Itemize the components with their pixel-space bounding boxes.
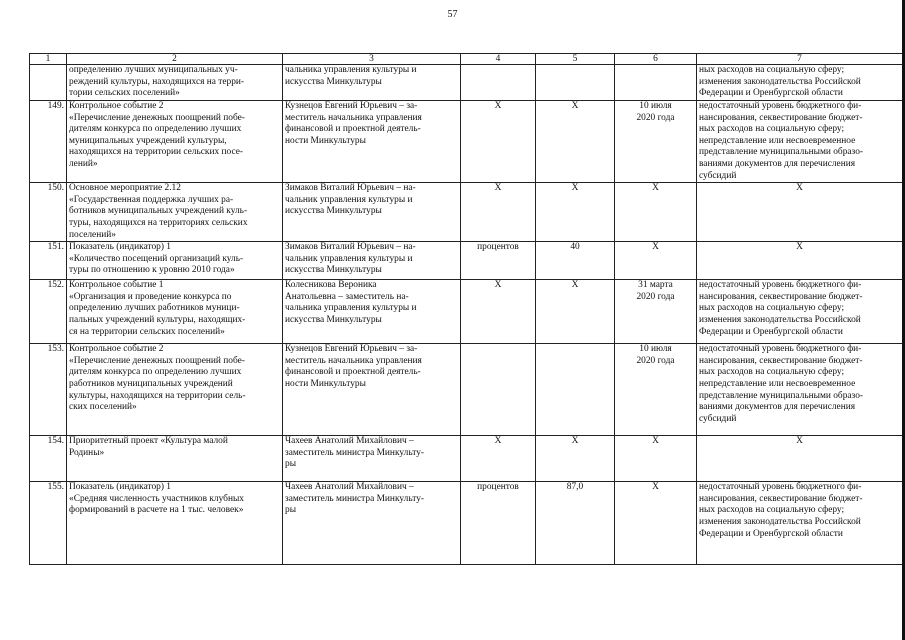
- column-number-row: [30, 54, 903, 65]
- responsible-cell-line: чальника управления культуры и: [285, 303, 417, 314]
- date-cell-line: 10 июля: [639, 101, 672, 111]
- date-cell-line: 10 июля: [639, 344, 672, 355]
- risk-cell: [697, 101, 903, 183]
- responsible-cell-line: Кузнецов Евгений Юрьевич – за-: [285, 101, 418, 111]
- unit-cell: [461, 65, 536, 101]
- table-row: [30, 101, 903, 183]
- risk-cell-line: нансирования, секвестирование бюджет-: [699, 493, 863, 504]
- event-cell-line: ся на территории сельских поселений»: [69, 326, 225, 337]
- responsible-cell-line: Кузнецов Евгений Юрьевич – за-: [285, 344, 418, 355]
- row-number-cell: 153.: [30, 344, 67, 436]
- responsible-cell-line: искусства Минкультуры: [285, 314, 382, 325]
- date-cell-line: Х: [652, 242, 659, 253]
- risk-cell-line: Х: [796, 436, 803, 447]
- event-cell-line: Показатель (индикатор) 1: [69, 242, 171, 253]
- risk-cell-line: субсидий: [699, 413, 737, 424]
- risk-cell-line: ваниями документов для перечисления: [699, 402, 856, 413]
- risk-cell-line: ных расходов на социальную сферу;: [699, 65, 845, 75]
- risk-cell-line: недостаточный уровень бюджетного фи-: [699, 482, 862, 493]
- responsible-cell-line: Чахеев Анатолий Михайлович –: [285, 482, 414, 493]
- responsible-cell-line: Анатольевна – заместитель на-: [285, 291, 409, 302]
- row-number-cell: 149.: [30, 101, 67, 183]
- column-number: 4: [461, 54, 536, 65]
- event-cell-line: туры, находящихся на территориях сельских: [69, 217, 248, 228]
- event-cell-line: муниципальных учреждений культуры,: [69, 135, 227, 146]
- responsible-cell-line: чальника управления культуры и: [285, 65, 417, 75]
- risk-cell-line: ных расходов на социальную сферу;: [699, 303, 845, 314]
- event-cell-line: дителям конкурса по определению лучших: [69, 124, 242, 135]
- risk-cell-line: Х: [796, 183, 803, 194]
- responsible-cell: [283, 183, 461, 242]
- risk-cell-line: ных расходов на социальную сферу;: [699, 367, 845, 378]
- responsible-cell-line: искусства Минкультуры: [285, 76, 382, 87]
- risk-cell-line: изменения законодательства Российской: [699, 516, 861, 527]
- risk-cell: [697, 436, 903, 482]
- risk-cell-line: ных расходов на социальную сферу;: [699, 505, 845, 516]
- responsible-cell-line: Колесникова Вероника: [285, 280, 377, 291]
- responsible-cell-line: Зимаков Виталий Юрьевич – на-: [285, 183, 416, 194]
- column-number: 3: [283, 54, 461, 65]
- event-cell: [67, 242, 283, 280]
- responsible-cell: [283, 65, 461, 101]
- table-body: [30, 54, 903, 565]
- date-cell: [615, 482, 697, 565]
- event-cell-line: культуры, находящихся на территории сель-: [69, 390, 246, 401]
- date-cell-line: 2020 года: [636, 291, 675, 302]
- column-number: 5: [536, 54, 615, 65]
- value-cell: Х: [536, 101, 615, 183]
- responsible-cell-line: Зимаков Виталий Юрьевич – на-: [285, 242, 416, 253]
- unit-cell: Х: [461, 436, 536, 482]
- date-cell-line: 2020 года: [636, 112, 675, 123]
- responsible-cell-line: искусства Минкультуры: [285, 206, 382, 217]
- risk-cell-line: Х: [796, 242, 803, 253]
- risk-cell-line: ных расходов на социальную сферу;: [699, 124, 845, 135]
- risk-cell-line: непредставление или несвоевременное: [699, 135, 856, 146]
- column-number: 7: [697, 54, 903, 65]
- risk-cell-line: представление муниципальными образо-: [699, 147, 864, 158]
- date-cell: [615, 344, 697, 436]
- responsible-cell: [283, 280, 461, 344]
- table-row: [30, 482, 903, 565]
- event-cell-line: «Перечисление денежных поощрений побе-: [69, 355, 245, 366]
- responsible-cell-line: финансовой и проектной деятель-: [285, 367, 421, 378]
- event-cell-line: тории сельских поселений»: [69, 88, 180, 99]
- unit-cell: Х: [461, 101, 536, 183]
- event-cell-line: ских поселений»: [69, 402, 137, 413]
- responsible-cell-line: финансовой и проектной деятель-: [285, 124, 421, 135]
- column-number: 2: [67, 54, 283, 65]
- risk-cell-line: непредставление или несвоевременное: [699, 378, 856, 389]
- date-cell: [615, 183, 697, 242]
- responsible-cell: [283, 344, 461, 436]
- event-cell-line: Основное мероприятие 2.12: [69, 183, 181, 194]
- event-cell-line: пальных учреждений культуры, находящих-: [69, 314, 246, 325]
- table-row: [30, 183, 903, 242]
- table-row: [30, 280, 903, 344]
- date-cell-line: Х: [652, 436, 659, 447]
- responsible-cell: [283, 436, 461, 482]
- event-cell-line: дителям конкурса по определению лучших: [69, 367, 242, 378]
- date-cell: [615, 101, 697, 183]
- responsible-cell: [283, 242, 461, 280]
- date-cell-line: 2020 года: [636, 355, 675, 366]
- value-cell: [536, 65, 615, 101]
- responsible-cell-line: чальник управления культуры и: [285, 253, 413, 264]
- event-cell: [67, 436, 283, 482]
- page-number: 57: [447, 9, 458, 20]
- column-number: 1: [30, 54, 67, 65]
- event-cell-line: «Средняя численность участников клубных: [69, 493, 244, 504]
- value-cell: 40: [536, 242, 615, 280]
- value-cell: Х: [536, 436, 615, 482]
- risk-cell: [697, 280, 903, 344]
- risk-cell-line: ваниями документов для перечисления: [699, 158, 856, 169]
- event-cell-line: Приоритетный проект «Культура малой: [69, 436, 228, 447]
- risk-cell-line: нансирования, секвестирование бюджет-: [699, 355, 863, 366]
- event-cell: [67, 65, 283, 101]
- value-cell: [536, 344, 615, 436]
- event-cell: [67, 280, 283, 344]
- risk-cell: [697, 183, 903, 242]
- responsible-cell-line: заместитель министра Минкульту-: [285, 493, 425, 504]
- event-cell-line: Контрольное событие 2: [69, 344, 164, 355]
- date-cell: [615, 65, 697, 101]
- risk-cell: [697, 482, 903, 565]
- date-cell-line: 31 марта: [638, 280, 673, 291]
- responsible-cell-line: чальник управления культуры и: [285, 194, 413, 205]
- risk-cell-line: недостаточный уровень бюджетного фи-: [699, 280, 862, 291]
- row-number-cell: [30, 65, 67, 101]
- responsible-cell-line: искусства Минкультуры: [285, 265, 382, 276]
- date-cell-line: Х: [652, 183, 659, 194]
- responsible-cell-line: Чахеев Анатолий Михайлович –: [285, 436, 414, 447]
- risk-cell-line: Федерации и Оренбургской области: [699, 88, 843, 99]
- table-row: [30, 242, 903, 280]
- responsible-cell: [283, 482, 461, 565]
- responsible-cell-line: меститель начальника управления: [285, 355, 422, 366]
- responsible-cell-line: ности Минкультуры: [285, 378, 366, 389]
- event-cell-line: лений»: [69, 158, 98, 169]
- column-number: 6: [615, 54, 697, 65]
- risk-cell-line: субсидий: [699, 170, 737, 181]
- event-cell-line: «Перечисление денежных поощрений побе-: [69, 112, 245, 123]
- event-cell-line: «Количество посещений организаций куль-: [69, 253, 244, 264]
- event-cell-line: находящихся на территории сельских посе-: [69, 147, 244, 158]
- event-cell: [67, 101, 283, 183]
- risk-cell-line: представление муниципальными образо-: [699, 390, 864, 401]
- event-cell-line: определению лучших работников муници-: [69, 303, 240, 314]
- responsible-cell-line: заместитель министра Минкульту-: [285, 447, 425, 458]
- row-number-cell: 152.: [30, 280, 67, 344]
- row-number-cell: 154.: [30, 436, 67, 482]
- event-cell-line: «Организация и проведение конкурса по: [69, 291, 232, 302]
- risk-cell-line: нансирования, секвестирование бюджет-: [699, 112, 863, 123]
- row-number-cell: 150.: [30, 183, 67, 242]
- risk-cell: [697, 242, 903, 280]
- table-row: [30, 436, 903, 482]
- risk-cell-line: Федерации и Оренбургской области: [699, 326, 843, 337]
- table-row: [30, 344, 903, 436]
- value-cell: Х: [536, 280, 615, 344]
- date-cell-line: Х: [652, 482, 659, 493]
- risk-cell-line: изменения законодательства Российской: [699, 314, 861, 325]
- value-cell: 87,0: [536, 482, 615, 565]
- risk-cell-line: недостаточный уровень бюджетного фи-: [699, 344, 862, 355]
- table-row: [30, 65, 903, 101]
- event-cell-line: формирований в расчете на 1 тыс. человек»: [69, 505, 244, 516]
- event-cell-line: Родины»: [69, 447, 105, 458]
- event-cell-line: Контрольное событие 1: [69, 280, 164, 291]
- event-cell-line: туры по отношению к уровню 2010 года»: [69, 265, 235, 276]
- unit-cell: [461, 344, 536, 436]
- responsible-cell: [283, 101, 461, 183]
- row-number-cell: 155.: [30, 482, 67, 565]
- event-cell-line: определению лучших муниципальных уч-: [69, 65, 238, 75]
- responsible-cell-line: ности Минкультуры: [285, 135, 366, 146]
- value-cell: Х: [536, 183, 615, 242]
- responsible-cell-line: ры: [285, 459, 296, 470]
- date-cell: [615, 242, 697, 280]
- event-cell-line: поселений»: [69, 229, 116, 240]
- unit-cell: процентов: [461, 242, 536, 280]
- risk-cell-line: нансирования, секвестирование бюджет-: [699, 291, 863, 302]
- plan-table: [29, 53, 903, 565]
- responsible-cell-line: ры: [285, 505, 296, 516]
- event-cell: [67, 482, 283, 565]
- risk-cell-line: недостаточный уровень бюджетного фи-: [699, 101, 862, 111]
- unit-cell: Х: [461, 280, 536, 344]
- date-cell: [615, 436, 697, 482]
- risk-cell: [697, 65, 903, 101]
- risk-cell-line: Федерации и Оренбургской области: [699, 528, 843, 539]
- responsible-cell-line: меститель начальника управления: [285, 112, 422, 123]
- event-cell-line: Контрольное событие 2: [69, 101, 164, 111]
- date-cell: [615, 280, 697, 344]
- risk-cell: [697, 344, 903, 436]
- event-cell-line: работников муниципальных учреждений: [69, 378, 233, 389]
- unit-cell: Х: [461, 183, 536, 242]
- event-cell-line: реждений культуры, находящихся на терри-: [69, 76, 245, 87]
- event-cell: [67, 183, 283, 242]
- event-cell-line: Показатель (индикатор) 1: [69, 482, 171, 493]
- event-cell-line: ботников муниципальных учреждений куль-: [69, 206, 248, 217]
- row-number-cell: 151.: [30, 242, 67, 280]
- event-cell: [67, 344, 283, 436]
- risk-cell-line: изменения законодательства Российской: [699, 76, 861, 87]
- unit-cell: процентов: [461, 482, 536, 565]
- event-cell-line: «Государственная поддержка лучших ра-: [69, 194, 234, 205]
